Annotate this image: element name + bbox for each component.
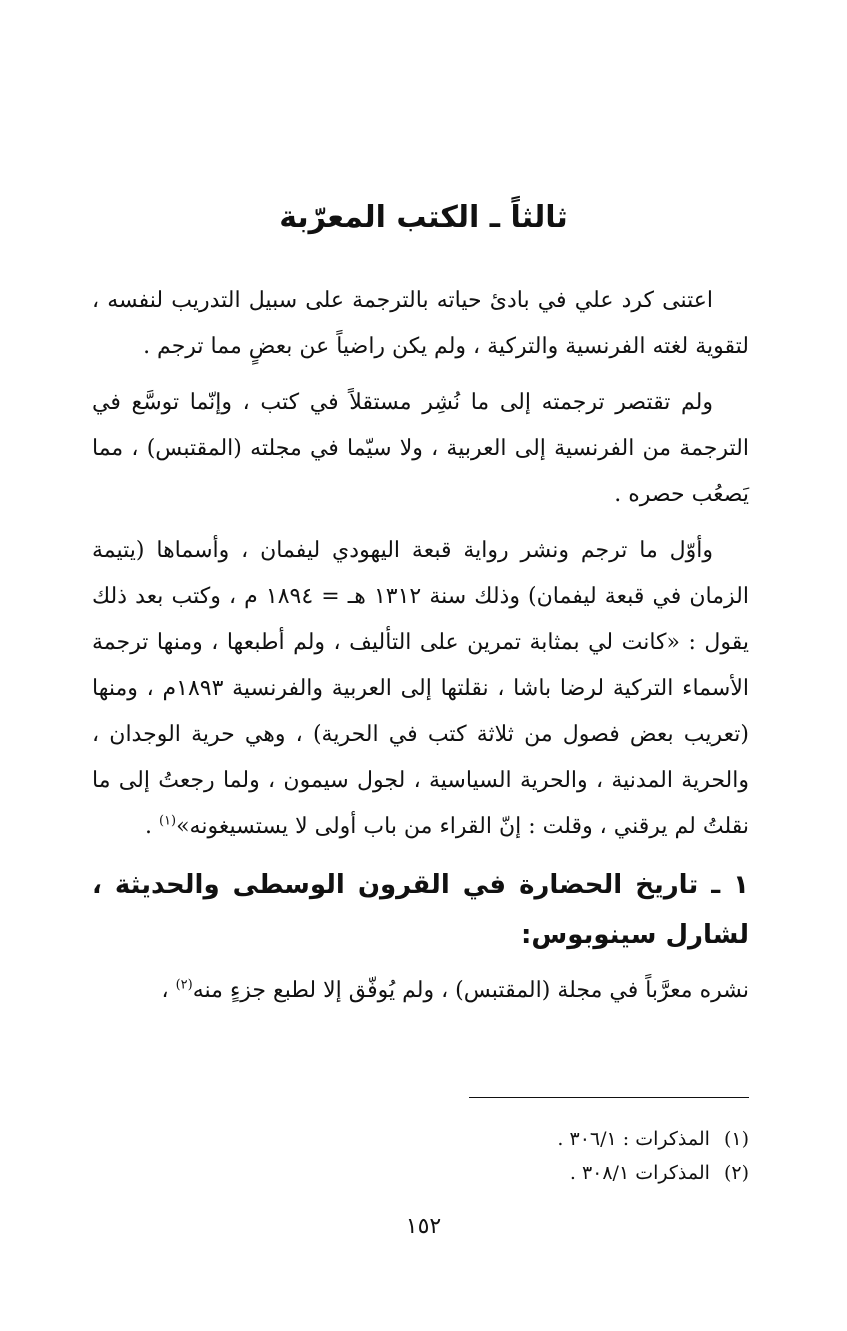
paragraph-3 bbox=[92, 528, 749, 850]
footnotes bbox=[109, 1122, 749, 1190]
section-1-text bbox=[92, 968, 749, 1014]
footnote-2-number: (٢) bbox=[723, 1162, 749, 1184]
footnote-ref-1: (١) bbox=[158, 813, 177, 829]
footnote-ref-2: (٢) bbox=[175, 977, 193, 993]
paragraph-3-text: وأوّل ما ترجم ونشر رواية قبعة اليهودي ليفمان ، وأسماها (يتيمة الزمان في قبعة ليفمان) وذلك سنة ١٣١٢ هـ = ١٨٩٤ م ، وكتب بعد ذلك يقول : «كانت لي بمثابة تمرين على التأليف ، ولم أطبعها ، ومنها ترجمة الأسماء التركية لرضا باشا ، نقلتها إلى العربية والفرنسية ١٨٩٣م ، ومنها (تعريب بعض فصول من ثلاثة كتب في الحرية) ، وهي حرية الوجدان ، والحرية المدنية ، والحرية السياسية ، لجول سيمون ، ولما رجعتُ إلى ما نقلتُ لم يرقني ، وقلت : إنّ القراء من باب أولى لا يستسيغونه» bbox=[92, 538, 749, 839]
section-heading-1: ١ ـ تاريخ الحضارة في القرون الوسطى والحديثة ، لشارل سينوبوس: bbox=[92, 870, 749, 950]
footnote-1-number: (١) bbox=[723, 1128, 749, 1150]
footnote-2 bbox=[109, 1156, 749, 1190]
footnote-1-text: المذكرات : ٣٠٦/١ . bbox=[557, 1128, 710, 1150]
paragraph-1: اعتنى كرد علي في بادئ حياته بالترجمة على سبيل التدريب لنفسه ، لتقوية لغته الفرنسية والتركية ، ولم يكن راضياً عن بعضٍ مما ترجم . bbox=[92, 288, 749, 359]
footnote-divider bbox=[469, 1097, 749, 1098]
footnote-1 bbox=[109, 1122, 749, 1156]
section-1-body: نشره معرَّباً في مجلة (المقتبس) ، ولم يُوفّق إلا لطبع جزءٍ منه bbox=[192, 978, 749, 1003]
paragraph-2: ولم تقتصر ترجمته إلى ما نُشِر مستقلاً في كتب ، وإنّما توسَّع في الترجمة من الفرنسية إلى العربية ، ولا سيّما في مجلته (المقتبس) ، مما يَصعُب حصره . bbox=[92, 390, 749, 507]
chapter-heading: ثالثاً ـ الكتب المعرّبة bbox=[279, 200, 568, 235]
page-number: ١٥٢ bbox=[405, 1214, 442, 1239]
body-text bbox=[92, 278, 749, 1024]
section-1-end: ، bbox=[161, 978, 176, 1003]
footnote-2-text: المذكرات ٣٠٨/١ . bbox=[569, 1162, 710, 1184]
paragraph-3-end: . bbox=[144, 814, 159, 839]
